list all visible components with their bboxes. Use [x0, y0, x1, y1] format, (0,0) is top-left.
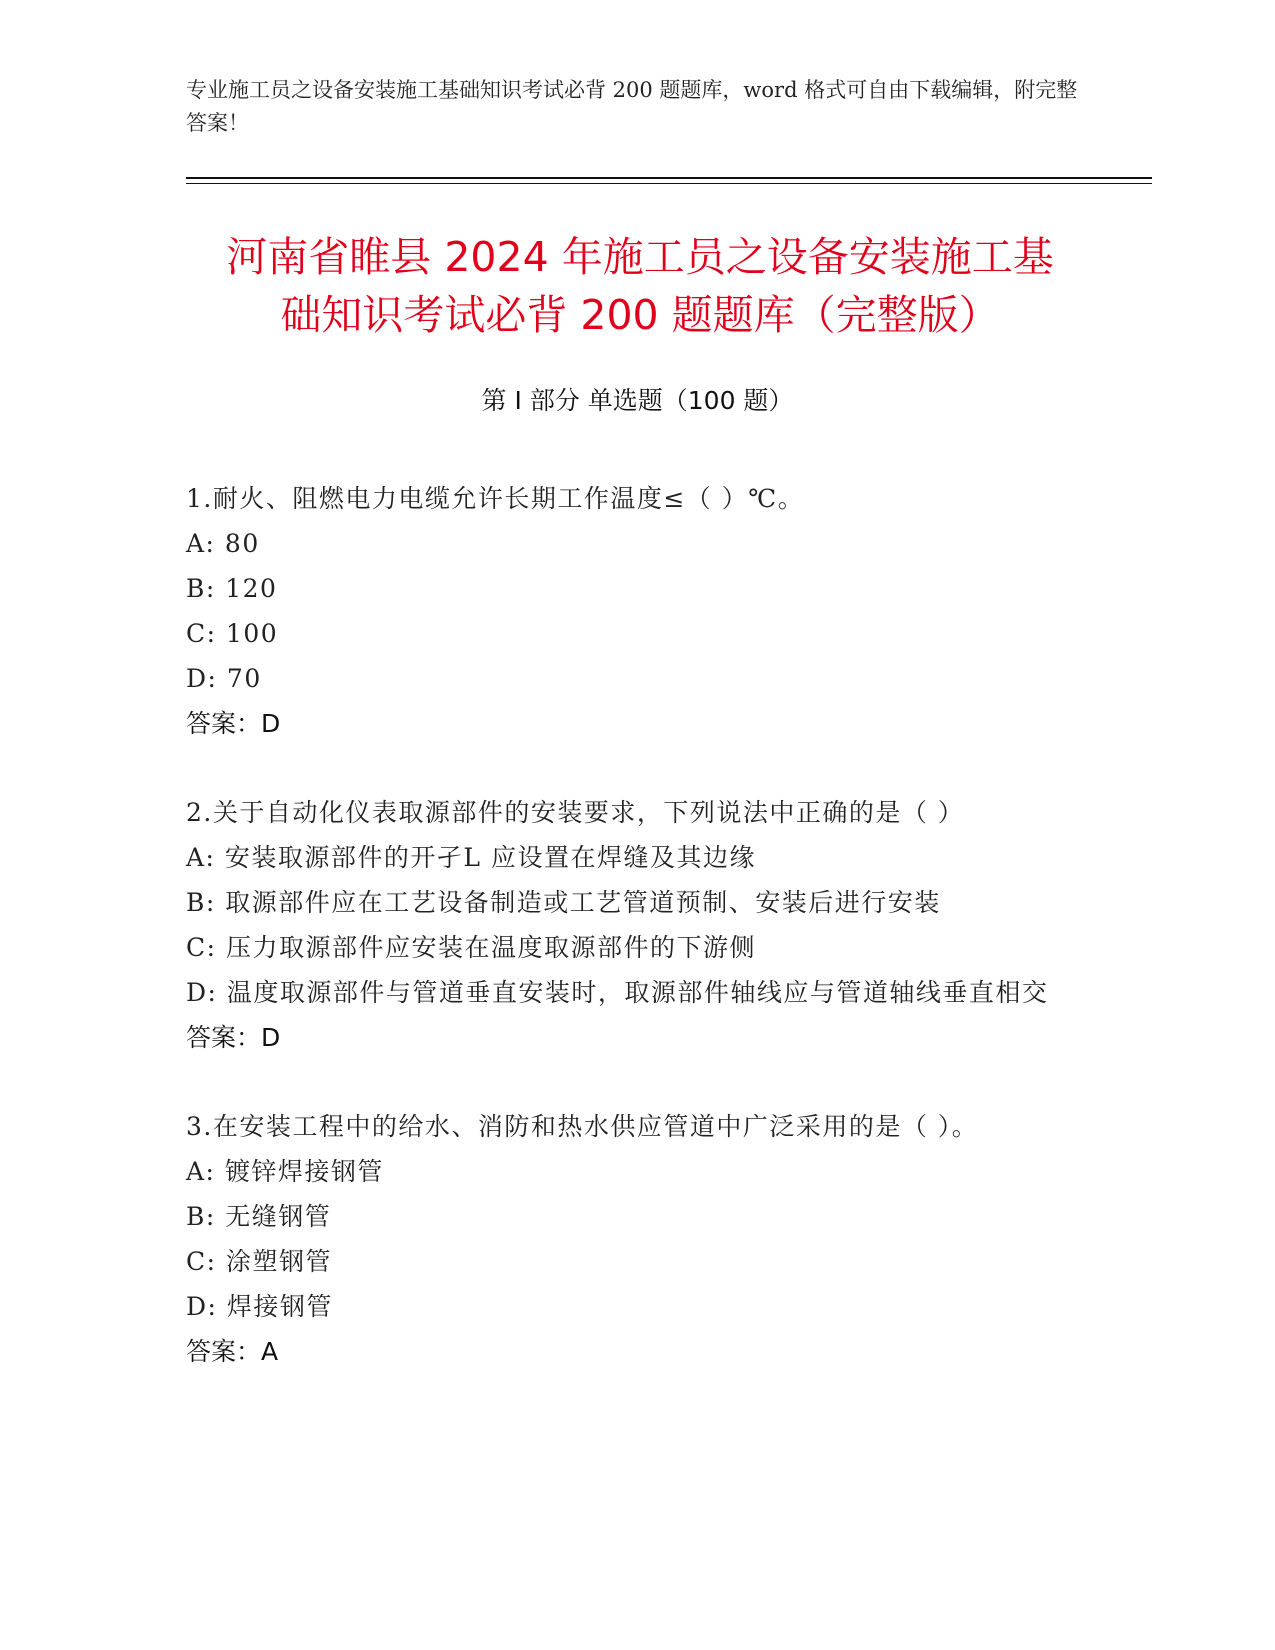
answer: 答案：D [186, 709, 281, 738]
question-1 [186, 476, 1086, 746]
document-title-line-2: 础知识考试必背 200 题题库（完整版） [280, 291, 1000, 339]
option-b: B: 取源部件应在工艺设备制造或工艺管道预制、安装后进行安装 [186, 888, 941, 917]
option-d: D: 焊接钢管 [186, 1292, 333, 1321]
answer: 答案：D [186, 1023, 281, 1052]
question-3 [186, 1104, 1086, 1374]
option-a: A: 安装取源部件的开孑L 应设置在焊缝及其边缘 [186, 843, 756, 872]
option-a: A: 80 [186, 529, 260, 558]
option-b: B: 无缝钢管 [186, 1202, 332, 1231]
answer: 答案：A [186, 1337, 279, 1366]
header-rule-thin [186, 183, 1152, 184]
document-title [170, 228, 1110, 344]
option-c: C: 涂塑钢管 [186, 1247, 332, 1276]
question-2 [186, 790, 1086, 1060]
document-title-line-1: 河南省睢县 2024 年施工员之设备安装施工基 [226, 233, 1054, 281]
section-heading: 第 I 部分 单选题（100 题） [481, 386, 794, 415]
option-b: B: 120 [186, 574, 278, 603]
option-c: C: 100 [186, 619, 279, 648]
option-a: A: 镀锌焊接钢管 [186, 1157, 384, 1186]
header-note: 专业施工员之设备安装施工基础知识考试必背 200 题题库，word 格式可自由下载编辑，附完整答案！ [186, 78, 1078, 135]
option-d: D: 70 [186, 664, 262, 693]
question-list [186, 476, 1086, 1418]
option-c: C: 压力取源部件应安装在温度取源部件的下游侧 [186, 933, 756, 962]
option-d: D: 温度取源部件与管道垂直安装时，取源部件轴线应与管道轴线垂直相交 [186, 978, 1049, 1007]
question-stem: 2.关于自动化仪表取源部件的安装要求，下列说法中正确的是（ ） [186, 798, 965, 827]
header-rule-thick [186, 177, 1152, 179]
question-stem: 1.耐火、阻燃电力电缆允许长期工作温度≤（ ）℃。 [186, 484, 805, 513]
question-stem: 3.在安装工程中的给水、消防和热水供应管道中广泛采用的是（ ）。 [186, 1112, 979, 1141]
